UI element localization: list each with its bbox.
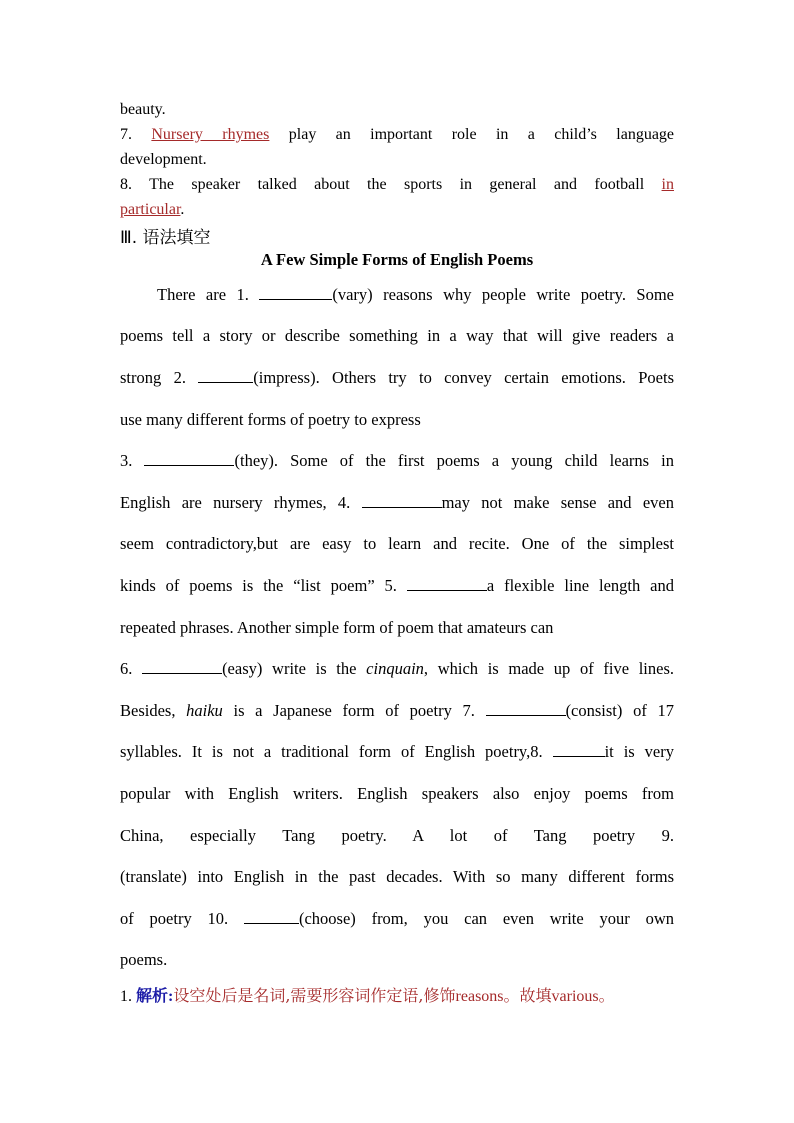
passage-line-8: kinds of poems is the “list poem” 5. a flexible line length and [120, 576, 674, 595]
item7-answer: Nursery rhymes [151, 126, 270, 143]
blank-3 [144, 451, 234, 466]
item8-answer-part2: particular [120, 201, 181, 218]
passage-line-17: poems. [120, 950, 168, 969]
item8-line2: particular. [120, 201, 185, 218]
passage-line-12: syllables. It is not a traditional form of English poetry,8. it is very [120, 742, 674, 761]
passage-line-16: of poetry 10. (choose) from, you can even write your own [120, 909, 674, 928]
passage-line-4: use many different forms of poetry to express [120, 410, 421, 429]
passage-line-10: 6. (easy) write is the cinquain, which is made up of five lines. [120, 659, 675, 678]
item8-line1: 8. The speaker talked about the sports in general and football in [120, 176, 674, 193]
item7-line1: 7. Nursery rhymes play an important role in a child’s language [120, 126, 675, 143]
answer-explanation-1: 1. 解析:设空处后是名词,需要形容词作定语,修饰reasons。故填various。 [120, 986, 615, 1005]
explanation-label: 解析: [136, 988, 174, 1005]
passage-line-15: (translate) into English in the past decades. With so many different forms [120, 867, 674, 886]
passage-line-7: seem contradictory,but are easy to learn and recite. One of the simplest [120, 534, 674, 553]
passage-line-13: popular with English writers. English speakers also enjoy poems from [120, 784, 674, 803]
passage-line-1: There are 1. (vary) reasons why people write poetry. Some [157, 285, 674, 304]
item8-answer-part1: in [661, 176, 674, 193]
passage-line-11: Besides, haiku is a Japanese form of poetry 7. (consist) of 17 [120, 701, 674, 720]
blank-4 [362, 493, 442, 508]
passage-line-3: strong 2. (impress). Others try to convey certain emotions. Poets [120, 368, 674, 387]
section-heading: Ⅲ. 语法填空 [120, 228, 211, 248]
blank-5 [407, 576, 487, 591]
passage-title: A Few Simple Forms of English Poems [260, 250, 534, 269]
passage-line-2: poems tell a story or describe something in a way that will give readers a [120, 326, 674, 345]
blank-10 [244, 909, 299, 924]
blank-8 [553, 742, 605, 757]
blank-7 [486, 701, 566, 716]
blank-2 [198, 368, 253, 383]
passage-line-14: China, especially Tang poetry. A lot of Tang poetry 9. [120, 826, 674, 845]
passage-line-9: repeated phrases. Another simple form of poem that amateurs can [120, 618, 554, 637]
item7-line2: development. [120, 151, 207, 168]
blank-1 [259, 285, 332, 300]
passage-line-5: 3. (they). Some of the first poems a young child learns in [120, 451, 674, 470]
item6-tail: beauty. [120, 101, 166, 118]
blank-6 [142, 659, 222, 674]
passage-line-6: English are nursery rhymes, 4. may not make sense and even [120, 493, 674, 512]
